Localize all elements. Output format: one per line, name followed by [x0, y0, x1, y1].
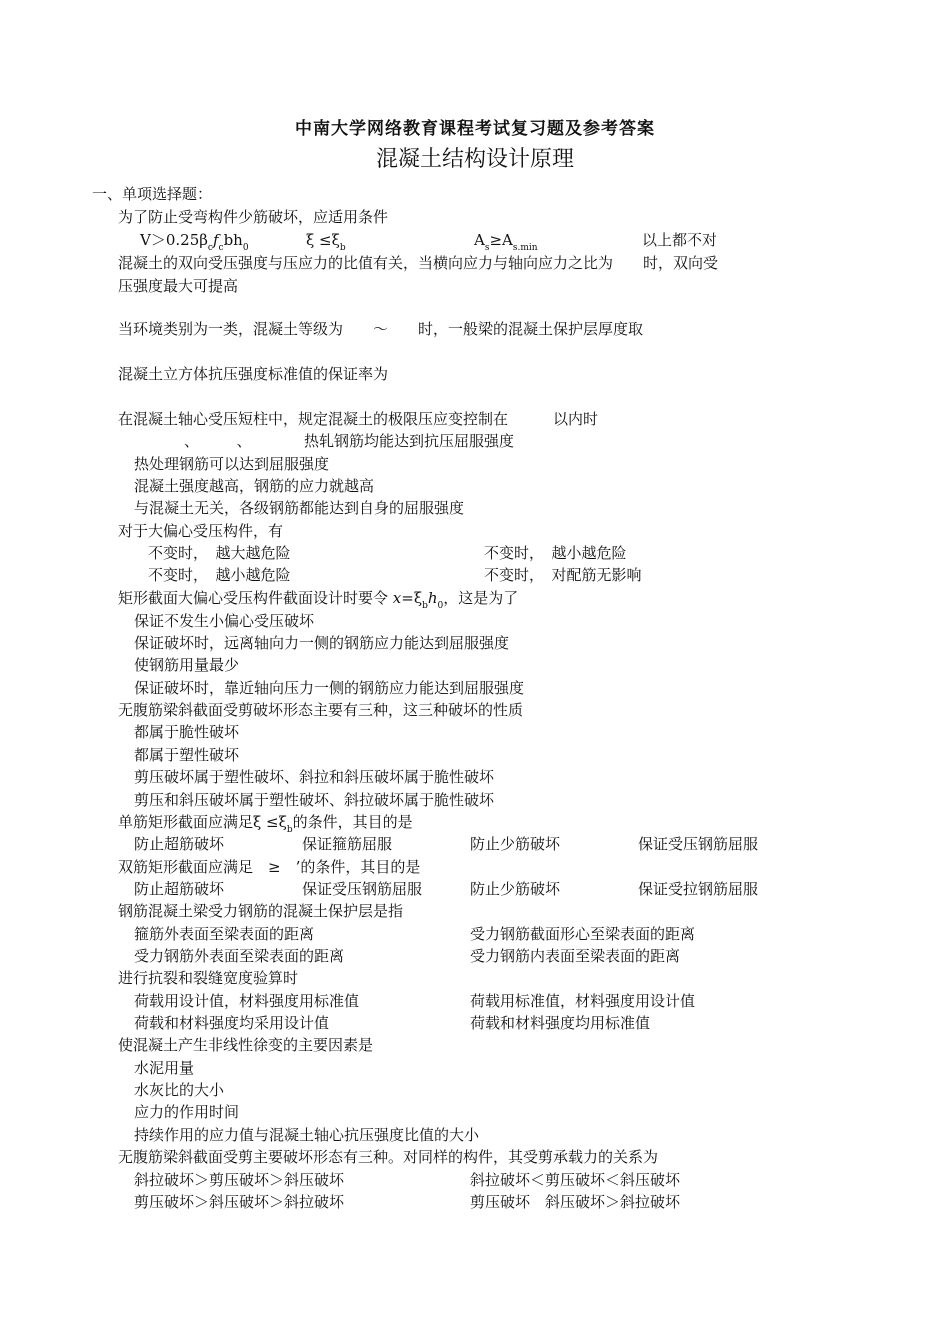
- question-9-option-c: 防止少筋破坏: [470, 835, 561, 853]
- question-8-option-b: 都属于塑性破坏: [134, 746, 240, 764]
- question-1-option-c: $A_s\ge A_{s.min}$: [474, 231, 538, 253]
- question-14-option-c: 剪压破坏＞斜压破坏＞斜拉破坏: [134, 1193, 345, 1211]
- question-11-option-b: 受力钢筋截面形心至梁表面的距离: [470, 925, 696, 943]
- question-1-option-a: $V>0.25\beta_cf_cbh_0$: [140, 231, 249, 253]
- course-title: 混凝土结构设计原理: [375, 147, 574, 172]
- question-12-option-c: 荷载和材料强度均采用设计值: [134, 1014, 330, 1032]
- question-5-option-b: 热处理钢筋可以达到屈服强度: [134, 455, 330, 473]
- question-13-option-b: 水灰比的大小: [134, 1081, 225, 1099]
- question-11-option-a: 箍筋外表面至梁表面的距离: [134, 925, 315, 943]
- question-6-option-b: 不变时， 越小越危险: [484, 544, 627, 562]
- question-5-option-a: 、 、 热轧钢筋均能达到抗压屈服强度: [184, 432, 515, 450]
- question-9-option-a: 防止超筋破坏: [134, 835, 225, 853]
- question-7-option-d: 保证破坏时，靠近轴向压力一侧的钢筋应力能达到屈服强度: [134, 679, 525, 697]
- question-8-stem: 无腹筋梁斜截面受剪破坏形态主要有三种，这三种破坏的性质: [118, 701, 524, 719]
- question-11-option-c: 受力钢筋外表面至梁表面的距离: [134, 947, 345, 965]
- question-13-stem: 使混凝土产生非线性徐变的主要因素是: [118, 1036, 374, 1054]
- question-5-stem: 在混凝土轴心受压短柱中，规定混凝土的极限压应变控制在 以内时: [118, 410, 599, 428]
- question-9-option-b: 保证箍筋屈服: [302, 835, 393, 853]
- question-1-stem: 为了防止受弯构件少筋破坏，应适用条件: [118, 208, 389, 226]
- question-2-stem-line1: 混凝土的双向受压强度与压应力的比值有关，当横向应力与轴向应力之比为 时，双向受: [118, 254, 719, 272]
- question-3-stem: 当环境类别为一类，混凝土等级为 ～ 时，一般梁的混凝土保护层厚度取: [118, 320, 644, 338]
- question-1-option-b: $\xi \le\xi_b$: [306, 231, 346, 253]
- question-11-stem: 钢筋混凝土梁受力钢筋的混凝土保护层是指: [118, 902, 404, 920]
- question-6-option-a: 不变时， 越大越危险: [148, 544, 291, 562]
- question-10-option-d: 保证受拉钢筋屈服: [638, 880, 759, 898]
- section-heading: 一、单项选择题：: [92, 185, 213, 203]
- question-2-stem-line2: 压强度最大可提高: [118, 277, 239, 295]
- question-5-option-c: 混凝土强度越高，钢筋的应力就越高: [134, 477, 375, 495]
- question-9-stem: 单筋矩形截面应满足$\xi \le\xi_b$的条件，其目的是: [118, 813, 413, 835]
- question-6-option-d: 不变时， 对配筋无影响: [484, 566, 642, 584]
- question-14-option-a: 斜拉破坏＞剪压破坏＞斜压破坏: [134, 1171, 345, 1189]
- question-5-option-d: 与混凝土无关，各级钢筋都能达到自身的屈服强度: [134, 499, 465, 517]
- question-12-option-a: 荷载用设计值，材料强度用标准值: [134, 992, 360, 1010]
- question-8-option-a: 都属于脆性破坏: [134, 723, 240, 741]
- question-9-option-d: 保证受压钢筋屈服: [638, 835, 759, 853]
- question-12-option-d: 荷载和材料强度均用标准值: [470, 1014, 651, 1032]
- question-7-option-a: 保证不发生小偏心受压破坏: [134, 612, 315, 630]
- question-6-option-c: 不变时， 越小越危险: [148, 566, 291, 584]
- question-12-option-b: 荷载用标准值，材料强度用设计值: [470, 992, 696, 1010]
- question-10-option-a: 防止超筋破坏: [134, 880, 225, 898]
- question-10-stem: 双筋矩形截面应满足 ≥ ’的条件，其目的是: [118, 858, 421, 876]
- question-11-option-d: 受力钢筋内表面至梁表面的距离: [470, 947, 681, 965]
- question-14-stem: 无腹筋梁斜截面受剪主要破坏形态有三种。对同样的构件，其受剪承载力的关系为: [118, 1148, 659, 1166]
- question-8-option-d: 剪压和斜压破坏属于塑性破坏、斜拉破坏属于脆性破坏: [134, 791, 495, 809]
- question-13-option-a: 水泥用量: [134, 1059, 195, 1077]
- question-8-option-c: 剪压破坏属于塑性破坏、斜拉和斜压破坏属于脆性破坏: [134, 768, 495, 786]
- document-title: 中南大学网络教育课程考试复习题及参考答案: [295, 119, 655, 139]
- question-7-option-b: 保证破坏时，远离轴向力一侧的钢筋应力能达到屈服强度: [134, 634, 510, 652]
- question-7-option-c: 使钢筋用量最少: [134, 656, 240, 674]
- question-12-stem: 进行抗裂和裂缝宽度验算时: [118, 969, 299, 987]
- question-6-stem: 对于大偏心受压构件，有: [118, 522, 284, 540]
- question-10-option-b: 保证受压钢筋屈服: [302, 880, 423, 898]
- question-14-option-b: 斜拉破坏＜剪压破坏＜斜压破坏: [470, 1171, 681, 1189]
- question-13-option-c: 应力的作用时间: [134, 1103, 240, 1121]
- question-1-option-d: 以上都不对: [642, 231, 718, 249]
- question-7-stem: 矩形截面大偏心受压构件截面设计时要令 $x=\xi_bh_0$，这是为了: [118, 589, 519, 611]
- question-4-stem: 混凝土立方体抗压强度标准值的保证率为: [118, 365, 389, 383]
- question-14-option-d: 剪压破坏 斜压破坏＞斜拉破坏: [470, 1193, 681, 1211]
- question-13-option-d: 持续作用的应力值与混凝土轴心抗压强度比值的大小: [134, 1126, 480, 1144]
- question-10-option-c: 防止少筋破坏: [470, 880, 561, 898]
